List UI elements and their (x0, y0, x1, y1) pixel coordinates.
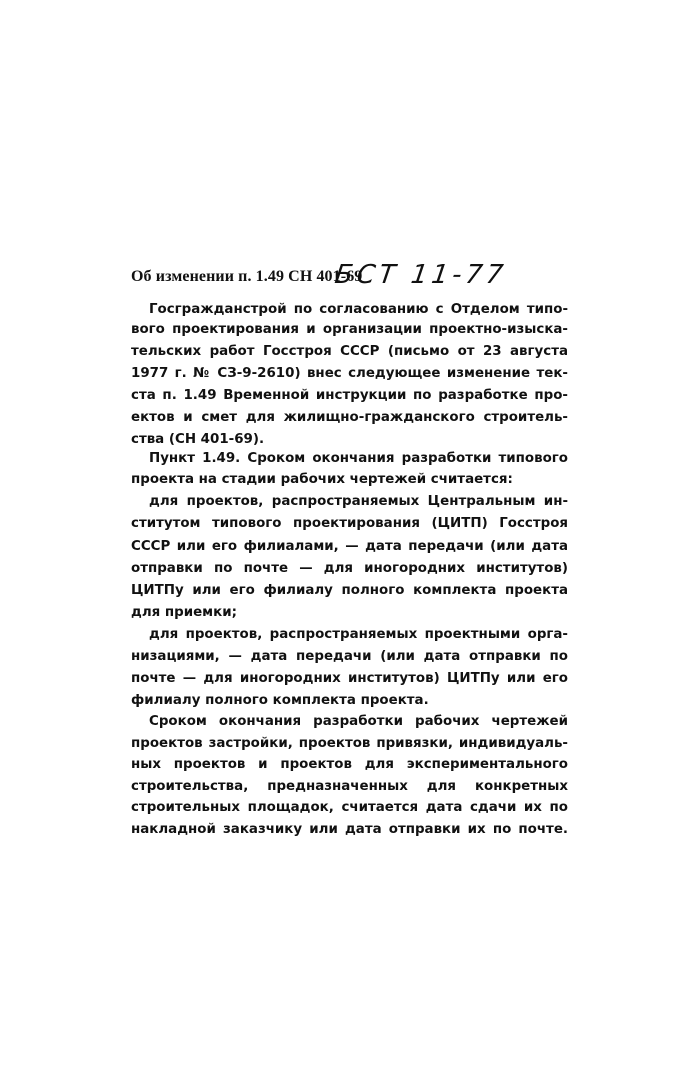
body-line: низациями, — дата передачи (или дата отправки по (131, 649, 568, 664)
body-line: вого проектирования и организации проектно-изыска- (131, 322, 568, 337)
body-line: проектов застройки, проектов привязки, индивидуаль- (131, 736, 568, 751)
body-line: ста п. 1.49 Временной инструкции по разработке про- (131, 388, 568, 403)
body-line: ЦИТПу или его филиалу полного комплекта проекта (131, 583, 568, 598)
body-line: проекта на стадии рабочих чертежей считается: (131, 472, 513, 487)
body-line: для проектов, распространяемых Центральным ин- (149, 494, 568, 509)
body-line: 1977 г. № СЗ-9-2610) внес следующее изменение тек- (131, 366, 568, 381)
body-line: ства (СН 401-69). (131, 432, 265, 447)
body-line: СССР или его филиалами, — дата передачи (или дата (131, 539, 568, 554)
body-line: накладной заказчику или дата отправки их по почте. (131, 822, 568, 837)
body-line: ных проектов и проектов для экспериментального (131, 757, 568, 772)
body-line: Пункт 1.49. Сроком окончания разработки типового (149, 451, 568, 466)
body-line: Сроком окончания разработки рабочих чертежей (149, 714, 568, 729)
body-line: филиалу полного комплекта проекта. (131, 693, 429, 708)
handwritten-note: БСТ 11-77 (332, 260, 509, 290)
body-line: для проектов, распространяемых проектными орга- (149, 627, 568, 642)
body-line: строительных площадок, считается дата сдачи их по (131, 800, 568, 815)
body-line: почте — для иногородних институтов) ЦИТПу или его (131, 671, 568, 686)
body-line: для приемки; (131, 605, 237, 620)
document-heading: Об изменении п. 1.49 СН 401-69 (131, 268, 363, 285)
body-line: строительства, предназначенных для конкретных (131, 779, 568, 794)
body-line: ектов и смет для жилищно-гражданского строитель- (131, 410, 568, 425)
body-line: ститутом типового проектирования (ЦИТП) Госстроя (131, 516, 568, 531)
body-line: тельских работ Госстроя СССР (письмо от 23 августа (131, 344, 568, 359)
body-line: отправки по почте — для иногородних институтов) (131, 561, 568, 576)
body-line: Госгражданстрой по согласованию с Отделом типо- (149, 302, 568, 317)
